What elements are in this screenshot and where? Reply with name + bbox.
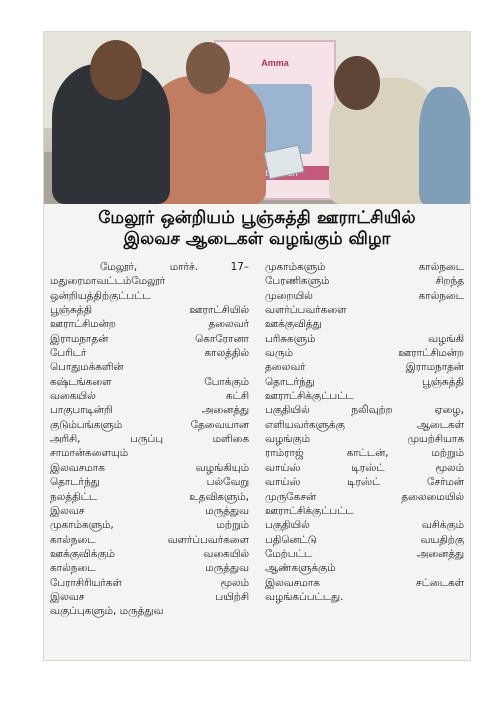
article-line: இலவசமாக சட்டைகள் (265, 576, 464, 589)
article-line: ஊக்குவித்து (265, 318, 322, 331)
article-line: தலைவர் இராமநாதன் (265, 361, 464, 374)
article-line: வாய்ஸ் டிரஸ்ட் மூலம் (265, 461, 464, 474)
newspaper-clipping (44, 32, 470, 660)
article-paragraph (50, 260, 249, 619)
article-line: பரிசுகளும் வழங்கி (265, 332, 464, 345)
article-line: பகுதியில் வசிக்கும் (265, 519, 464, 532)
article-line: முகாம்களும், மற்றும் (50, 519, 249, 532)
banner-brand: Amma (261, 58, 289, 68)
headline-line-2: இலவச ஆடைகள் வழங்கும் விழா (123, 229, 391, 250)
article-line: இலவசமாக வழங்கியும் (50, 461, 249, 474)
article-line: ஊக்குவிக்கும் வகையில் (50, 547, 249, 560)
person-left-head (90, 40, 142, 100)
article-line: பொதுமக்களின் (50, 361, 124, 374)
article-line: மேற்பட்ட அனைத்து (265, 547, 464, 560)
article-line: எளியவர்களுக்கு ஆடைகள் (265, 418, 464, 431)
article-line: பேரிடர் காலத்தில் (50, 347, 249, 360)
headline (54, 208, 460, 251)
article-line: வழங்கப்பட்டது. (265, 590, 344, 603)
article-line: முறையில் கால்நடை (265, 289, 464, 302)
article-line: தொடர்ந்து பல்வேறு (50, 476, 249, 489)
article-line: மேலூர், மார்ச். 17– (100, 261, 249, 273)
article-line: வாய்ஸ் டிரஸ்ட் சேர்மன் (265, 476, 464, 489)
article-body (50, 260, 464, 656)
article-line: கால்நடை மருத்துவ (50, 562, 249, 575)
article-line: ஊராட்சிக்குட்பட்ட (265, 504, 354, 517)
person-far-right (419, 87, 470, 204)
article-line: முருகேசன் தலைமையில் (265, 490, 464, 503)
article-line: முகாம்களும் கால்நடை (265, 261, 464, 273)
article-line: பேரணிகளும் சிறந்த (265, 275, 464, 288)
article-line: ராம்ராஜ் காட்டன், மற்றும் (265, 447, 464, 460)
article-line: இராமநாதன் கொரோனா (50, 332, 249, 345)
article-line: சாமான்களையும் (50, 447, 129, 460)
article-line: ஒன்றியத்திற்குட்பட்ட (50, 289, 151, 302)
article-line: தொடர்ந்து பூஞ்சுத்தி (265, 375, 464, 388)
person-right-head (334, 56, 380, 110)
event-photo (44, 32, 470, 204)
article-line: பகுதியில் நலிவுற்ற ஏழை, (265, 404, 464, 417)
article-line: பூஞ்சுத்தி ஊராட்சியில் (50, 304, 249, 317)
article-line: நலத்திட்ட உதவிகளும், (50, 490, 249, 503)
article-line: வழங்கும் முயற்சியாக (265, 433, 464, 446)
article-line: வகுப்புகளும், மருத்துவ (50, 605, 164, 618)
article-line: ஊராட்சிமன்ற தலைவர் (50, 318, 249, 331)
article-line: வகையில் கட்சி (50, 390, 249, 403)
article-line: இலவச மருத்துவ (50, 504, 249, 517)
article-line: வளர்ப்பவர்களை (265, 304, 347, 317)
article-line: ஊராட்சிக்குட்பட்ட (265, 390, 354, 403)
article-line: மதுரைமாவட்டம்மேலூர் (50, 275, 166, 288)
article-column-2 (265, 260, 464, 656)
article-line: அரிசி, பருப்பு மளிகை (50, 433, 249, 446)
article-line: பாகுபாடின்றி அனைத்து (50, 404, 249, 417)
article-line: ஆண்களுக்கும் (265, 562, 336, 575)
article-line: பேராசிரியர்கள் மூலம் (50, 576, 249, 589)
article-paragraph (265, 260, 464, 604)
article-column-1 (50, 260, 249, 656)
article-line: வரும் ஊராட்சிமன்ற (265, 347, 464, 360)
article-line: கால்நடை வளர்ப்பவர்களை (50, 533, 249, 546)
article-line: கஷ்டங்களை போக்கும் (50, 375, 249, 388)
person-middle-head (186, 42, 230, 94)
article-line: குடும்பங்களும் தேவையான (50, 418, 249, 431)
article-line: பதினெட்டு வயதிற்கு (265, 533, 464, 546)
article-line: இலவச பயிற்சி (50, 590, 249, 603)
headline-line-1: மேலூர் ஒன்றியம் பூஞ்சுத்தி ஊராட்சியில் (98, 208, 416, 228)
